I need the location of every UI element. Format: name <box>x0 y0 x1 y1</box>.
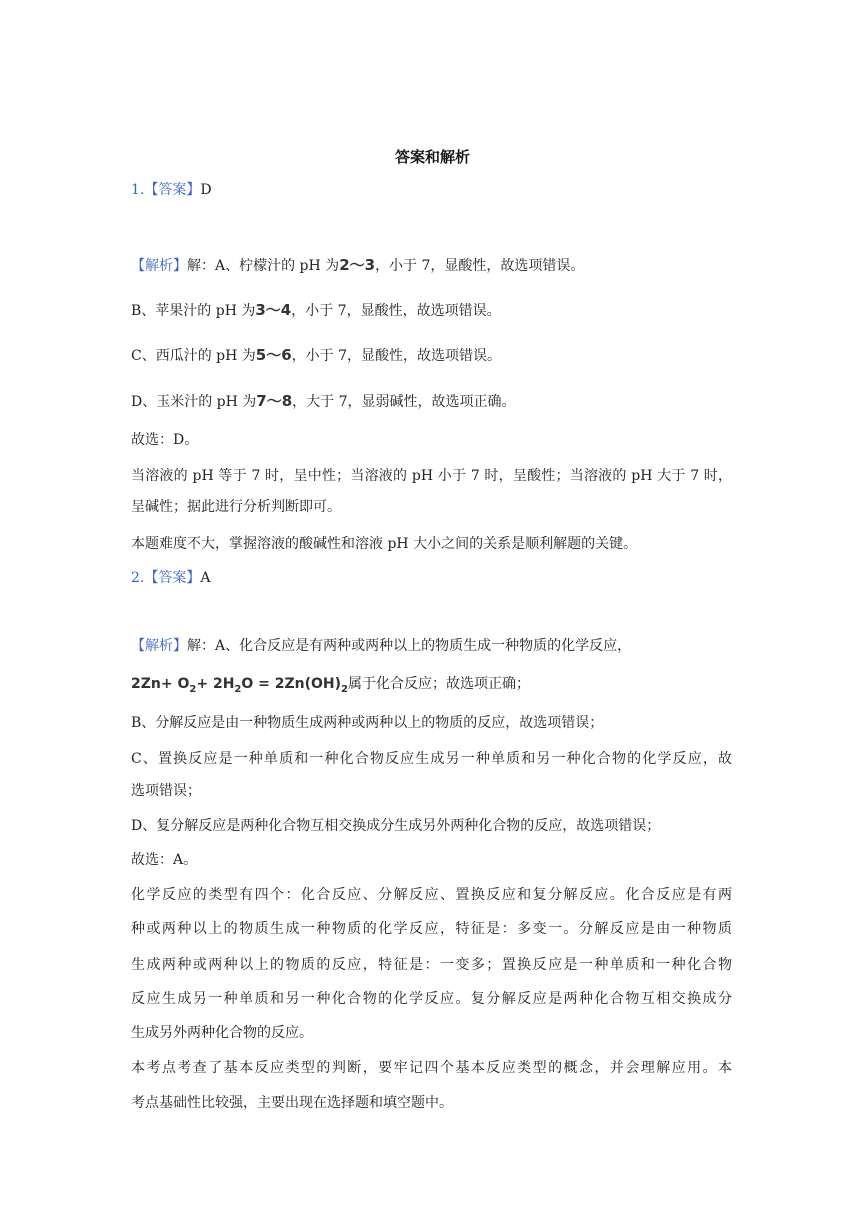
q2-summary-line1: 本考点考查了基本反应类型的判断，要牢记四个基本反应类型的概念，并会理解应用。本 <box>131 1060 732 1076</box>
q1-c-text: C、西瓜汁的 pH 为 <box>131 348 256 364</box>
q1-c-result: ，小于 7，显酸性，故选项错误。 <box>291 348 502 364</box>
q2-a-text: 解：A、化合反应是有两种或两种以上的物质生成一种物质的化学反应， <box>187 638 632 654</box>
q1-analysis-b <box>131 300 501 321</box>
q1-b-range: 3～4 <box>255 301 292 319</box>
q2-explain-line5: 生成另外两种化合物的反应。 <box>131 1025 313 1041</box>
q1-analysis-tag: 【解析】 <box>131 258 187 274</box>
q2-equation-result: 属于化合反应；故选项正确； <box>348 676 530 692</box>
q1-analysis-d <box>131 391 516 412</box>
q1-b-text: B、苹果汁的 pH 为 <box>131 303 256 319</box>
q2-answer: A <box>200 570 211 586</box>
q1-b-result: ，小于 7，显酸性，故选项错误。 <box>291 303 501 319</box>
q1-answer: D <box>200 182 212 198</box>
q1-summary: 本题难度不大，掌握溶液的酸碱性和溶液 pH 大小之间的关系是顺利解题的关键。 <box>131 536 638 552</box>
q1-a-result: ，小于 7，显酸性，故选项错误。 <box>375 258 585 274</box>
q2-analysis-a <box>131 636 631 656</box>
q1-choice: 故选：D。 <box>131 432 199 448</box>
q2-explain-line4: 反应生成另一种单质和另一种化合物的化学反应。复分解反应是两种化合物互相交换成分 <box>131 991 732 1007</box>
q1-c-range: 5～6 <box>255 346 292 364</box>
q1-number: 1. <box>131 182 145 198</box>
q1-analysis-c <box>131 345 501 366</box>
q1-d-text: D、玉米汁的 pH 为 <box>131 394 257 410</box>
q2-analysis-d: D、复分解反应是两种化合物互相交换成分生成另外两种化合物的反应，故选项错误； <box>131 818 661 834</box>
q2-equation-line <box>131 674 530 700</box>
q2-explain-line2: 种或两种以上的物质生成一种物质的化学反应，特征是：多变一。分解反应是由一种物质 <box>131 921 732 937</box>
chemical-equation: $2Zn+ O_2+ 2H_2O = 2Zn(OH)_2$ <box>131 676 348 695</box>
q1-answer-line <box>131 180 212 200</box>
q2-analysis-tag: 【解析】 <box>131 638 187 654</box>
page-title: 答案和解析 <box>394 148 470 166</box>
q2-analysis-b: B、分解反应是由一种物质生成两种或两种以上的物质的反应，故选项错误； <box>131 715 604 731</box>
q2-number: 2. <box>131 570 145 586</box>
q2-analysis-c-line2: 选项错误； <box>131 783 201 799</box>
q1-answer-tag: 【答案】 <box>144 182 201 198</box>
q1-d-result: ，大于 7，显弱碱性，故选项正确。 <box>292 394 516 410</box>
q2-answer-tag: 【答案】 <box>144 570 201 586</box>
q2-explain-line1: 化学反应的类型有四个：化合反应、分解反应、置换反应和复分解反应。化合反应是有两 <box>131 887 732 903</box>
q2-choice: 故选：A。 <box>131 852 198 868</box>
q1-analysis-a <box>131 255 584 276</box>
q2-analysis-c-line1: C、置换反应是一种单质和一种化合物反应生成另一种单质和另一种化合物的化学反应，故 <box>131 751 732 767</box>
q2-explain-line3: 生成两种或两种以上的物质的反应，特征是：一变多；置换反应是一种单质和一种化合物 <box>131 957 732 973</box>
q1-note-line2: 呈碱性；据此进行分析判断即可。 <box>131 499 341 515</box>
q1-d-range: 7～8 <box>256 392 293 410</box>
q1-a-text: 解：A、柠檬汁的 pH 为 <box>187 258 340 274</box>
q1-note-line1: 当溶液的 pH 等于 7 时，呈中性；当溶液的 pH 小于 7 时，呈酸性；当溶液的 pH 大于 7 时， <box>131 468 732 484</box>
q2-summary-line2: 考点基础性比较强，主要出现在选择题和填空题中。 <box>131 1095 453 1111</box>
q1-a-range: 2～3 <box>339 256 376 274</box>
q2-answer-line <box>131 568 210 588</box>
